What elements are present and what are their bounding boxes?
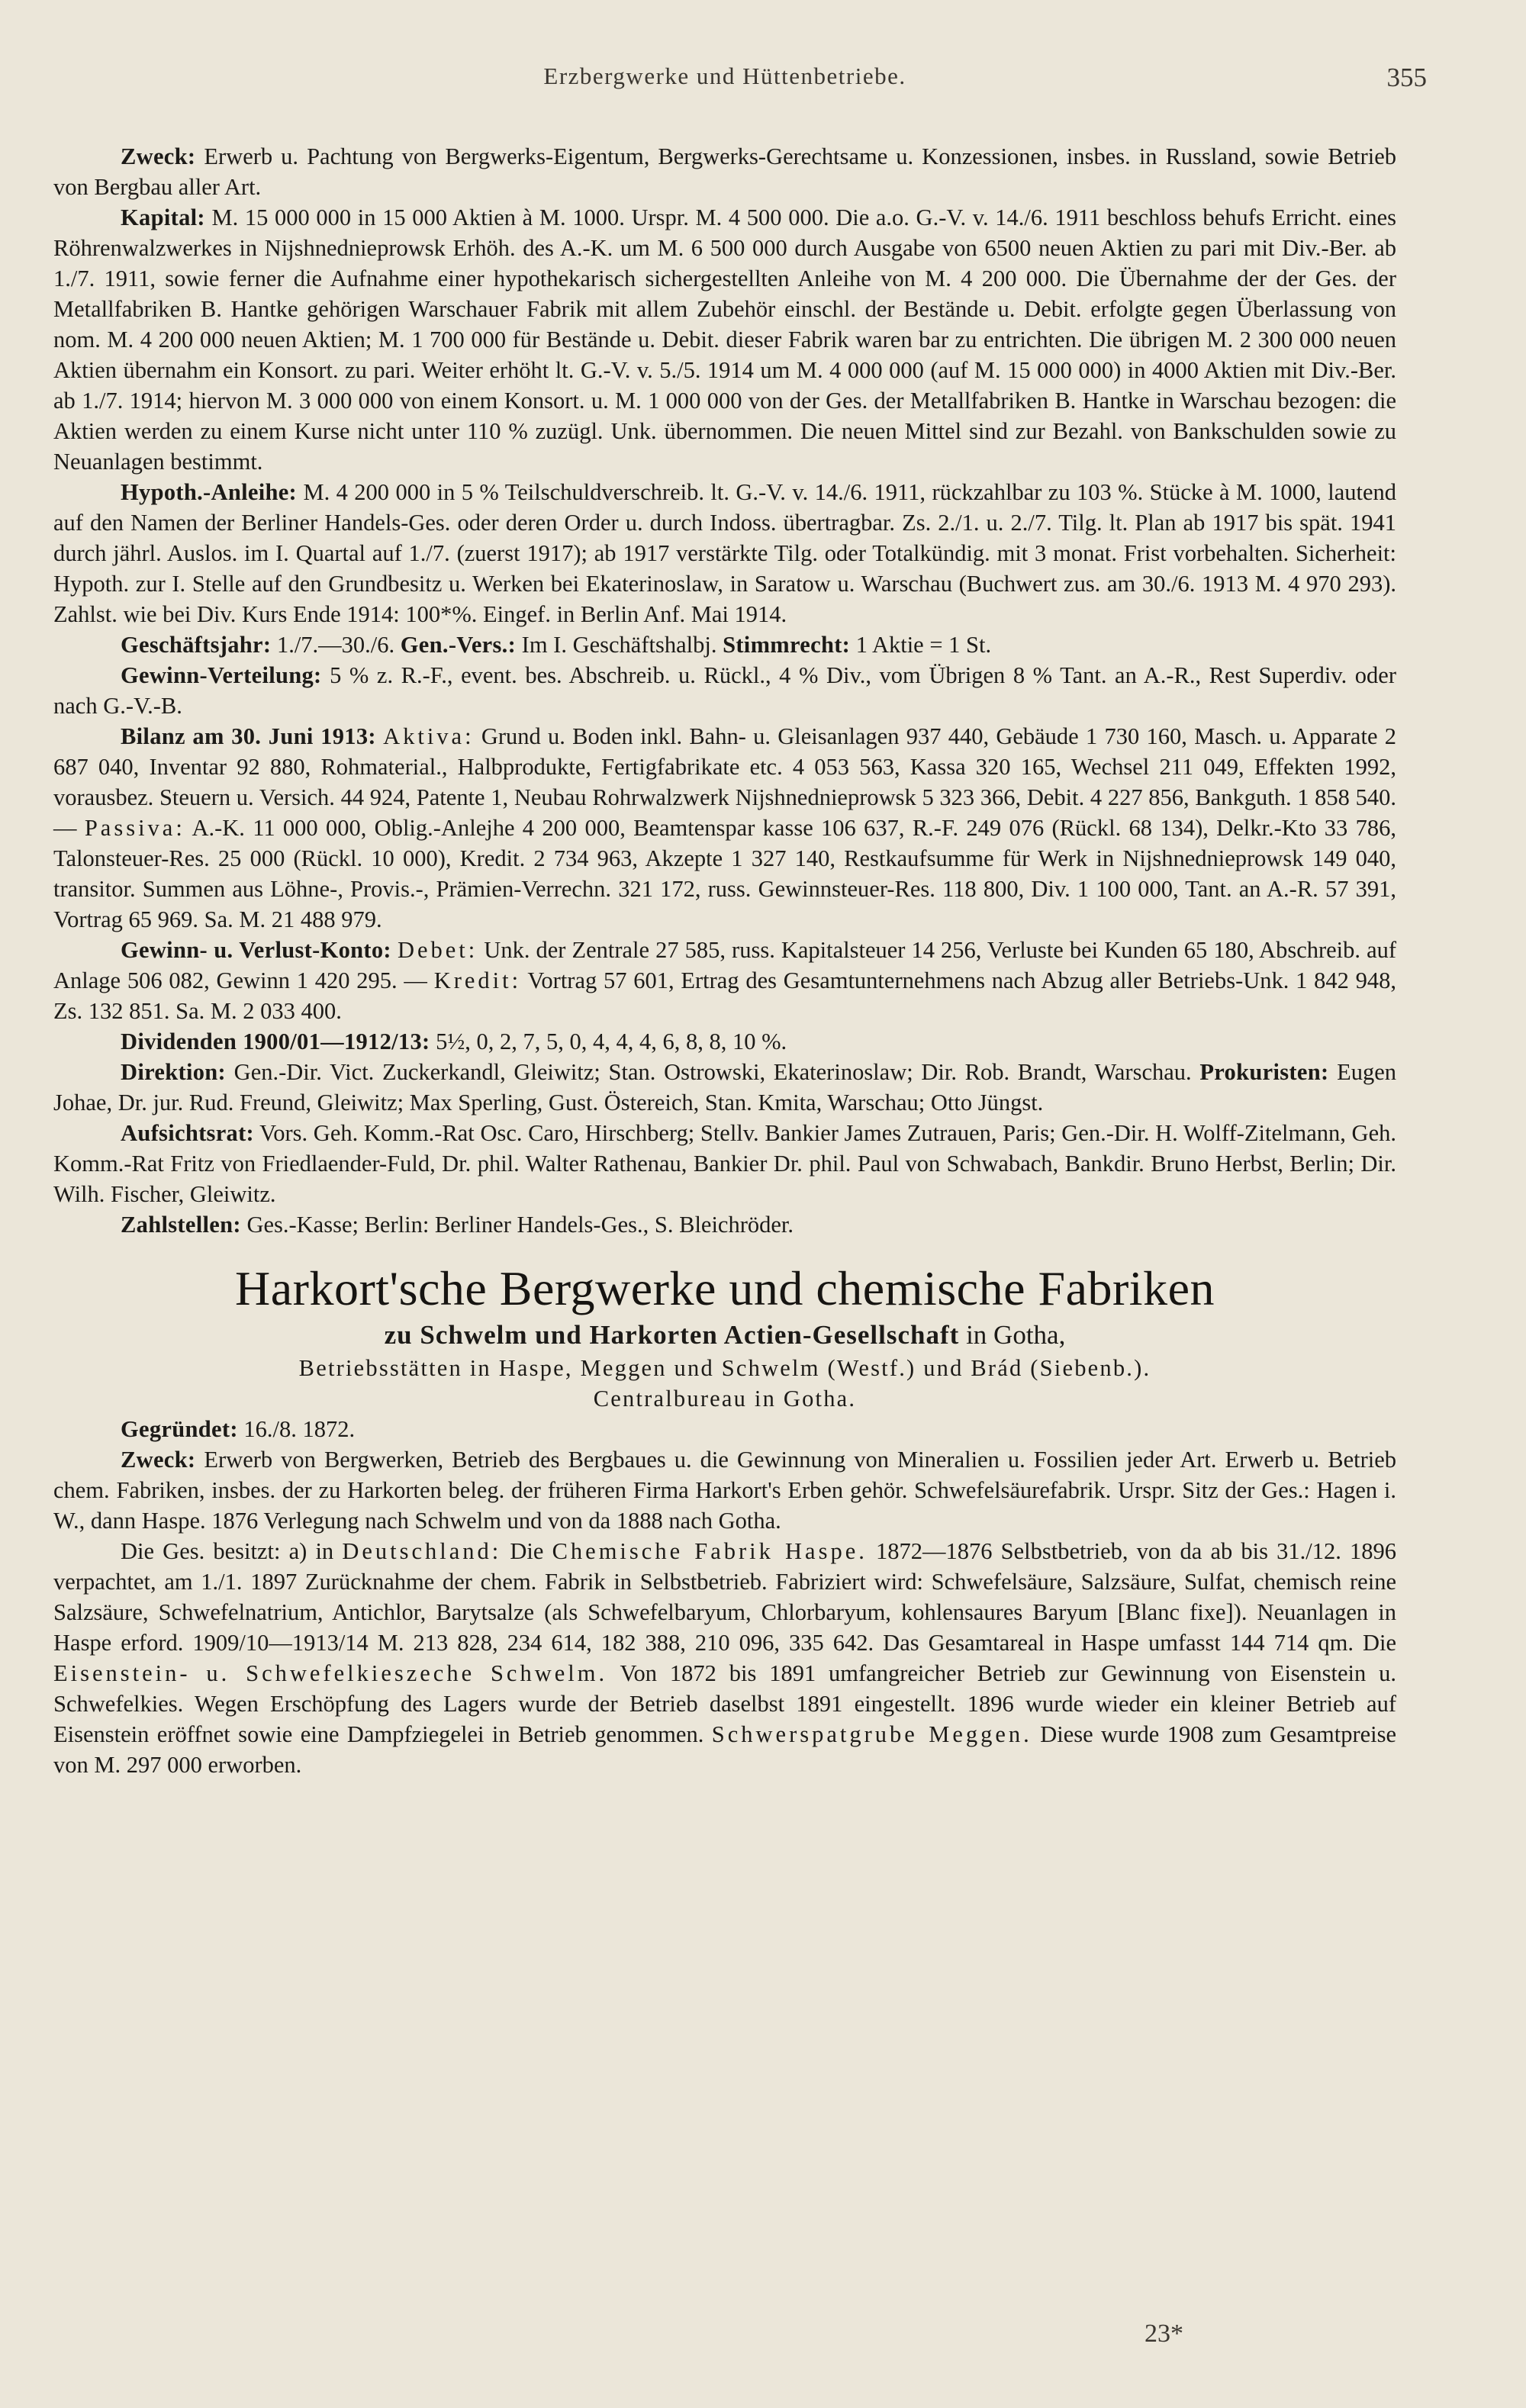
- besitz-haspe-text: 1872—1876 Selbstbetrieb, von da ab bis 31./12. 1896 verpachtet, am 1./1. 1897 Zurücknahme der chem. Fabrik in Selbstbetrieb. Fabriziert wird: Schwefelsäure, Salzsäure, Sulfat, chemisch reine Salzsäure, Schwefelnatrium, Antichlor, Barytsalze (als Schwefelbaryum, Chlorbaryum, kohlensaures Baryum [Blanc fixe]). Neuanlagen in Haspe erford. 1909/10—1913/14 M. 213 828, 234 614, 182 388, 210 096, 335 642. Das Gesamtareal in Haspe umfasst 144 714 qm. Die: [53, 1538, 1396, 1656]
- company-bureau-line: Centralbureau in Gotha.: [593, 1386, 857, 1412]
- passiva-text: A.-K. 11 000 000, Oblig.-Anlejhe 4 200 000, Beamtenspar kasse 106 637, R.-F. 249 076 (Rückl. 68 134), Delkr.-Kto 33 786, Talonsteuer-Res. 25 000 (Rückl. 10 000), Kredit. 2 734 963, Akzepte 1 327 140, Restkaufsumme für Werk in Nijshnednieprowsk 149 040, transitor. Summen aus Löhne-, Provis.-, Prämien-Verrechn. 321 172, russ. Gewinnsteuer-Res. 118 800, Div. 1 100 000, Tant. an A.-R. 57 391, Vortrag 65 969. Sa. M. 21 488 979.: [53, 815, 1396, 932]
- dividenden-paragraph: [53, 1026, 1396, 1057]
- dividenden-text: 5½, 0, 2, 7, 5, 0, 4, 4, 4, 6, 8, 8, 10 %.: [436, 1029, 787, 1054]
- stimmrecht-text: 1 Aktie = 1 St.: [855, 632, 992, 658]
- kapital-text: M. 15 000 000 in 15 000 Aktien à M. 1000. Urspr. M. 4 500 000. Die a.o. G.-V. v. 14./6. 1911 beschloss behufs Erricht. eines Röhrenwalzwerkes in Nijshnednieprowsk Erhöh. des A.-K. um M. 6 500 000 durch Ausgabe von 6500 neuen Aktien zu pari mit Div.-Ber. ab 1./7. 1911, sowie ferner die Aufnahme einer hypothekarisch sichergestellten Anleihe von M. 4 200 000. Die Übernahme der der Ges. der Metallfabriken B. Hantke gehörigen Warschauer Fabrik mit allem Zubehör einschl. der Bestände u. Debit. erfolgte gegen Überlassung von nom. M. 4 200 000 neuen Aktien; M. 1 700 000 für Bestände u. Debit. dieser Fabrik waren bar zu entrichten. Die übrigen M. 2 300 000 neuen Aktien übernahm ein Konsort. zu pari. Weiter erhöht lt. G.-V. v. 5./5. 1914 um M. 4 000 000 (auf M. 15 000 000) in 4000 Aktien mit Div.-Ber. ab 1./7. 1914; hiervon M. 3 000 000 von einem Konsort. u. M. 1 000 000 von der Ges. der Metallfabriken B. Hantke in Warschau bezogen: die Aktien werden zu einem Kurse nicht unter 110 % zuzügl. Unk. übernommen. Die neuen Mittel sind zur Bezahl. von Bankschulden sowie zu Neuanlagen bestimmt.: [53, 204, 1396, 475]
- zweck2-text: Erwerb von Bergwerken, Betrieb des Bergbaues u. die Gewinnung von Mineralien u. Fossilien jeder Art. Erwerb u. Betrieb chem. Fabriken, insbes. der zu Harkorten beleg. der früheren Firma Harkort's Erben gehör. Schwefelsäurefabrik. Urspr. Sitz der Ges.: Hagen i. W., dann Haspe. 1876 Verlegung nach Schwelm und von da 1888 nach Gotha.: [53, 1447, 1397, 1534]
- debet-text: Unk. der Zentrale 27 585, russ. Kapitalsteuer 14 256, Verluste bei Kunden 65 180, Abschreib. auf Anlage 506 082, Gewinn 1 420 295. —: [53, 937, 1397, 993]
- company-subtitle: [53, 1318, 1396, 1353]
- company-sites-line: Betriebsstätten in Haspe, Meggen und Schwelm (Westf.) und Brád (Siebenb.).: [298, 1355, 1151, 1381]
- aufsichtsrat-paragraph: [53, 1118, 1396, 1209]
- page-body: [53, 141, 1396, 1780]
- gegruendet-label: Gegründet:: [121, 1416, 238, 1442]
- bilanz-label: Bilanz am 30. Juni 1913:: [121, 723, 376, 749]
- besitz-intro: Die Ges. besitzt: a) in: [121, 1538, 334, 1564]
- deutschland-heading: Deutschland:: [342, 1538, 502, 1564]
- zahlstellen-label: Zahlstellen:: [121, 1212, 241, 1238]
- zweck-label: Zweck:: [121, 143, 196, 169]
- eisensteinzeche-schwelm: Eisenstein- u. Schwefelkieszeche Schwelm.: [53, 1660, 608, 1686]
- dividenden-label: Dividenden 1900/01—1912/13:: [121, 1029, 430, 1054]
- aktiva-label: Aktiva:: [383, 723, 475, 749]
- geschaeftsjahr-text: 1./7.—30./6.: [276, 632, 395, 658]
- aufsichtsrat-label: Aufsichtsrat:: [121, 1120, 255, 1146]
- gewinnverteilung-paragraph: [53, 660, 1396, 721]
- section-separator: [53, 1240, 1396, 1260]
- company-subtitle-main: zu Schwelm und Harkorten Actien-Gesellschaft: [384, 1320, 960, 1350]
- zahlstellen-paragraph: [53, 1209, 1396, 1240]
- zweck-paragraph: [53, 141, 1396, 202]
- geschaeftsjahr-label: Geschäftsjahr:: [121, 632, 272, 658]
- direktion-paragraph: [53, 1057, 1396, 1118]
- zweck-text: Erwerb u. Pachtung von Bergwerks-Eigentum, Bergwerks-Gerechtsame u. Konzessionen, insbes. in Russland, sowie Betrieb von Bergbau aller Art.: [53, 143, 1397, 200]
- besitz-paragraph: [53, 1536, 1396, 1780]
- gegruendet-text: 16./8. 1872.: [243, 1416, 356, 1442]
- direktion-text: Gen.-Dir. Vict. Zuckerkandl, Gleiwitz; Stan. Ostrowski, Ekaterinoslaw; Dir. Rob. Brandt, Warschau.: [233, 1059, 1192, 1085]
- besitz-meggen-text: Diese wurde 1908 zum Gesamtpreise von M. 297 000 erworben.: [53, 1721, 1397, 1778]
- gegruendet-paragraph: [53, 1414, 1396, 1444]
- passiva-label: Passiva:: [84, 815, 185, 841]
- running-title: Erzbergwerke und Hüttenbetriebe.: [543, 63, 906, 89]
- bilanz-paragraph: [53, 721, 1396, 935]
- kapital-label: Kapital:: [121, 204, 205, 230]
- besitz-die: Die: [510, 1538, 544, 1564]
- zahlstellen-text: Ges.-Kasse; Berlin: Berliner Handels-Ges., S. Bleichröder.: [246, 1212, 794, 1238]
- besitz-schwelm-text: Von 1872 bis 1891 umfangreicher Betrieb zur Gewinnung von Eisenstein u. Schwefelkies. Wegen Erschöpfung des Lagers wurde der Betrieb daselbst 1891 eingestellt. 1896 wurde wieder ein kleiner Betrieb auf Eisenstein eröffnet sowie eine Dampfziegelei in Betrieb genommen.: [53, 1660, 1397, 1747]
- chemische-fabrik-haspe: Chemische Fabrik Haspe.: [552, 1538, 868, 1564]
- guv-label: Gewinn- u. Verlust-Konto:: [121, 937, 391, 963]
- hypoth-text: M. 4 200 000 in 5 % Teilschuldverschreib. lt. G.-V. v. 14./6. 1911, rückzahlbar zu 103 %. Stücke à M. 1000, lautend auf den Namen der Berliner Handels-Ges. oder deren Order u. durch Indoss. übertragbar. Zs. 2./1. u. 2./7. Tilg. lt. Plan ab 1917 bis spät. 1941 durch jährl. Auslos. im I. Quartal auf 1./7. (zuerst 1917); ab 1917 verstärkte Tilg. oder Totalkündig. mit 3 monat. Frist vorbehalten. Sicherheit: Hypoth. zur I. Stelle auf den Grundbesitz u. Werken bei Ekaterinoslaw, in Saratow u. Warschau (Buchwert zus. am 30./6. 1913 M. 4 970 293). Zahlst. wie bei Div. Kurs Ende 1914: 100*%. Eingef. in Berlin Anf. Mai 1914.: [53, 479, 1396, 627]
- hypoth-paragraph: [53, 477, 1396, 629]
- zweck2-label: Zweck:: [121, 1447, 196, 1473]
- direktion-label: Direktion:: [121, 1059, 226, 1085]
- company-subtitle-location: in Gotha,: [966, 1320, 1066, 1350]
- guv-paragraph: [53, 935, 1396, 1026]
- debet-label: Debet:: [397, 937, 478, 963]
- prokuristen-label: Prokuristen:: [1199, 1059, 1329, 1085]
- zweck2-paragraph: [53, 1444, 1396, 1536]
- geschaeftsjahr-paragraph: [53, 629, 1396, 660]
- kapital-paragraph: [53, 202, 1396, 477]
- genvers-label: Gen.-Vers.:: [400, 632, 517, 658]
- gewinnverteilung-text: 5 % z. R.-F., event. bes. Abschreib. u. Rückl., 4 % Div., vom Übrigen 8 % Tant. an A.-R., Rest Superdiv. oder nach G.-V.-B.: [53, 662, 1397, 719]
- prokuristen-text: Eugen Johae, Dr. jur. Rud. Freund, Gleiwitz; Max Sperling, Gust. Östereich, Stan. Kmita, Warschau; Otto Jüngst.: [53, 1059, 1397, 1115]
- gewinnverteilung-label: Gewinn-Verteilung:: [121, 662, 322, 688]
- page: [53, 0, 1427, 2408]
- kredit-text: Vortrag 57 601, Ertrag des Gesamtunternehmens nach Abzug aller Betriebs-Unk. 1 842 948, Zs. 132 851. Sa. M. 2 033 400.: [53, 967, 1397, 1024]
- stimmrecht-label: Stimmrecht:: [723, 632, 851, 658]
- page-number: 355: [1386, 63, 1427, 92]
- aufsichtsrat-text: Vors. Geh. Komm.-Rat Osc. Caro, Hirschberg; Stellv. Bankier James Zutrauen, Paris; Gen.-Dir. H. Wolff-Zitelmann, Geh. Komm.-Rat Fritz von Friedlaender-Fuld, Dr. phil. Walter Rathenau, Bankier Dr. phil. Paul von Schwabach, Bankdir. Bruno Herbst, Berlin; Dir. Wilh. Fischer, Gleiwitz.: [53, 1120, 1396, 1207]
- sheet-signature: 23*: [1144, 2319, 1183, 2348]
- genvers-text: Im I. Geschäftshalbj.: [521, 632, 717, 658]
- aktiva-text: Grund u. Boden inkl. Bahn- u. Gleisanlagen 937 440, Gebäude 1 730 160, Masch. u. Apparate 2 687 040, Inventar 92 880, Rohmaterial., Halbprodukte, Fertigfabrikate etc. 4 053 563, Kassa 320 165, Wechsel 211 049, Effekten 1992, vorausbez. Steuern u. Versich. 44 924, Patente 1, Neubau Rohrwalzwerk Nijshnednieprowsk 5 323 366, Debit. 4 227 856, Bankguth. 1 858 540. —: [53, 723, 1396, 841]
- running-head: [53, 63, 1427, 101]
- hypoth-label: Hypoth.-Anleihe:: [121, 479, 298, 505]
- company-title: Harkort'sche Bergwerke und chemische Fabriken: [235, 1261, 1215, 1315]
- schwerspatgrube-meggen: Schwerspatgrube Meggen.: [711, 1721, 1032, 1747]
- kredit-label: Kredit:: [433, 967, 522, 993]
